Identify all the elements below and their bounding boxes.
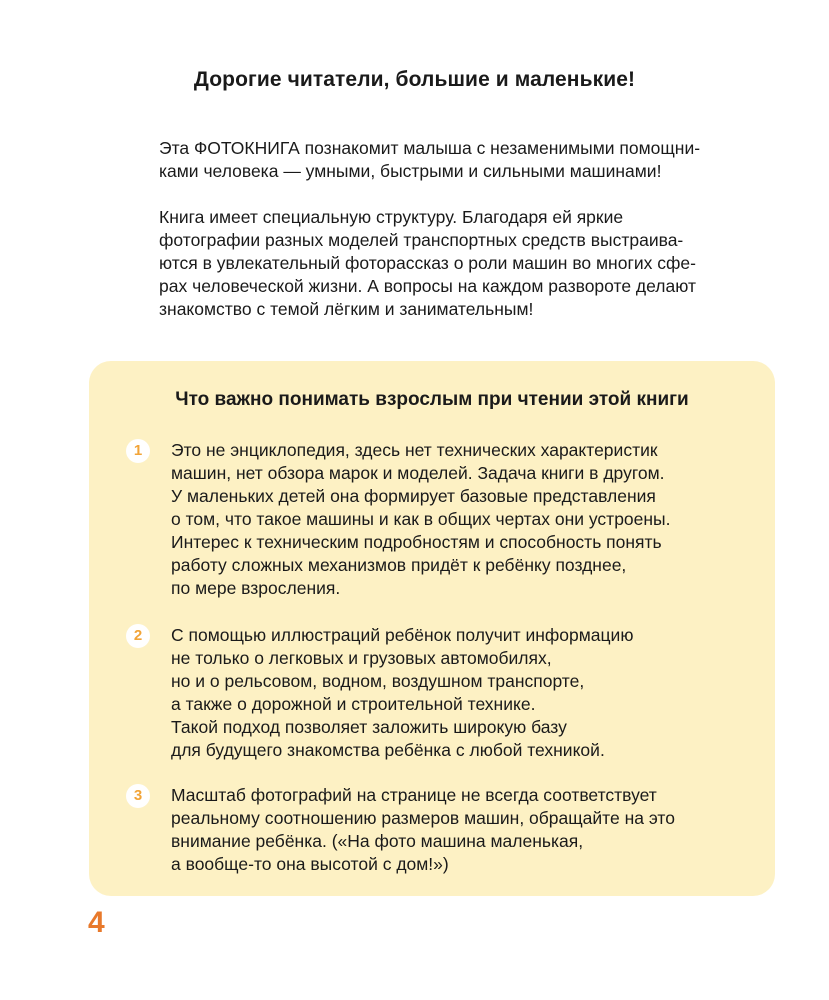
intro-paragraph-2	[159, 206, 779, 321]
text-line: ками человека — умными, быстрыми и сильными машинами!	[159, 161, 662, 181]
text-line: рах человеческой жизни. А вопросы на каждом развороте делают	[159, 276, 696, 296]
item-number-badge: 2	[126, 624, 150, 648]
text-line: реальному соотношению размеров машин, обращайте на это	[171, 808, 675, 828]
text-line: а вообще-то она высотой с дом!»)	[171, 854, 449, 874]
text-line: но и о рельсовом, водном, воздушном транспорте,	[171, 671, 585, 691]
text-line: Интерес к техническим подробностям и способность понять	[171, 532, 662, 552]
text-line: о том, что такое машины и как в общих чертах они устроены.	[171, 509, 671, 529]
text-line: а также о дорожной и строительной технике.	[171, 694, 536, 714]
intro-paragraph-1	[159, 137, 779, 183]
text-line: внимание ребёнка. («На фото машина маленькая,	[171, 831, 584, 851]
text-line: не только о легковых и грузовых автомобилях,	[171, 648, 552, 668]
page-number: 4	[88, 906, 105, 939]
list-item	[133, 624, 761, 762]
text-line: работу сложных механизмов придёт к ребёнку позднее,	[171, 555, 627, 575]
list-item	[133, 784, 761, 876]
info-box-title: Что важно понимать взрослым при чтении этой книги	[175, 389, 689, 410]
text-line: знакомство с темой лёгким и занимательным!	[159, 299, 534, 319]
page-title: Дорогие читатели, большие и маленькие!	[193, 68, 636, 91]
info-box	[89, 361, 775, 896]
text-line: С помощью иллюстраций ребёнок получит информацию	[171, 625, 634, 645]
item-number-badge: 1	[126, 439, 150, 463]
text-line: Масштаб фотографий на странице не всегда соответствует	[171, 785, 657, 805]
text-line: для будущего знакомства ребёнка с любой техникой.	[171, 740, 605, 760]
text-line: Книга имеет специальную структуру. Благодаря ей яркие	[159, 207, 624, 227]
list-item	[133, 439, 761, 600]
text-line: Такой подход позволяет заложить широкую базу	[171, 717, 567, 737]
text-line: Это не энциклопедия, здесь нет технических характеристик	[171, 440, 658, 460]
text-line: по мере взросления.	[171, 578, 341, 598]
item-number-badge: 3	[126, 784, 150, 808]
text-line: ются в увлекательный фоторассказ о роли машин во многих сфе-	[159, 253, 696, 273]
text-line: У маленьких детей она формирует базовые представления	[171, 486, 656, 506]
text-line: машин, нет обзора марок и моделей. Задача книги в другом.	[171, 463, 665, 483]
text-line: Эта ФОТОКНИГА познакомит малыша с незаменимыми помощни-	[159, 138, 701, 158]
text-line: фотографии разных моделей транспортных средств выстраива-	[159, 230, 684, 250]
